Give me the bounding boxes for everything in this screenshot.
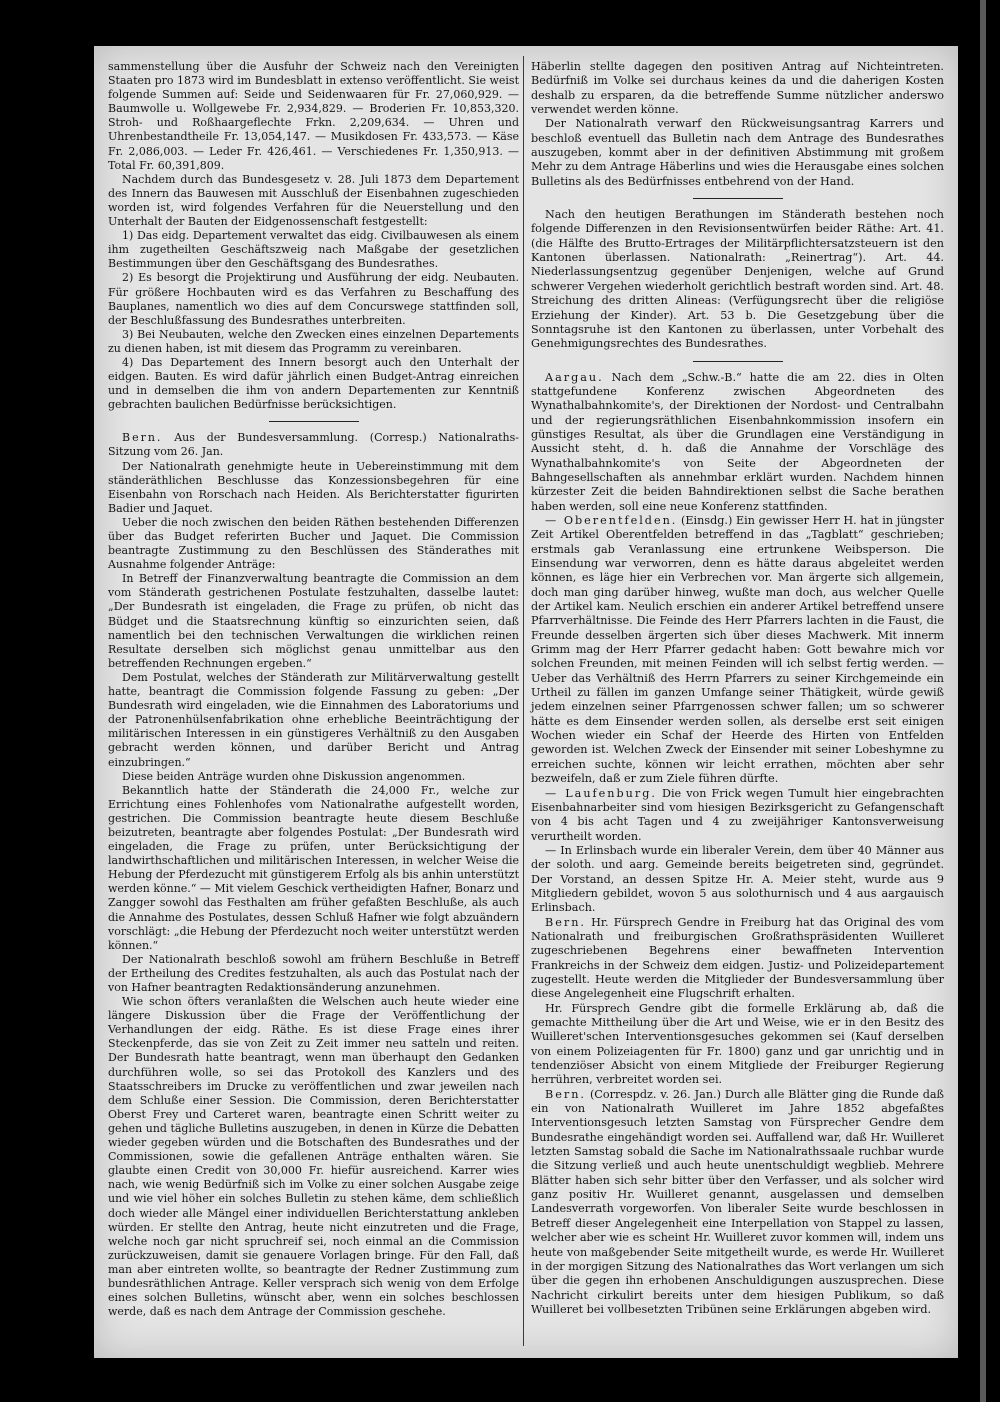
dateline: Bern. (545, 915, 586, 929)
article-paragraph: Nach den heutigen Berathungen im Ständerath bestehen noch folgende Differenzen in den Revisionsentwürfen beider Räthe: Art. 41. (die Hälfte des Brutto-Ertrages der Militärpflichtersatzsteuern ist den Kantonen überlassen. Nationalrath: „Reinertrag“). Art. 44. Niederlassungsentzug gegenüber Denjenigen, welche auf Grund schwerer Vergehen wiederholt gerichtlich bestraft worden sind. Art. 48. Streichung des dritten Alineas: (Verfügungsrecht über die religiöse Erziehung der Kinder). Art. 53 b. Die Gesetzgebung über die Sonntagsruhe ist den Kantonen zu überlassen, unter Vorbehalt des Genehmigungsrechtes des Bundesrathes. (531, 208, 944, 351)
article-paragraph: 1) Das eidg. Departement verwaltet das eidg. Civilbauwesen als einem ihm zugetheilten Geschäftszweig nach Maßgabe der gesetzlichen Bestimmungen über den Geschäftsgang des Bundesrathes. (108, 229, 519, 271)
article-paragraph (531, 371, 944, 514)
article-paragraph (531, 1088, 944, 1318)
section-rule (693, 198, 783, 199)
article-paragraph: Wie schon öfters veranlaßten die Welschen auch heute wieder eine längere Diskussion über die Frage der Veröffentlichung der Verhandlungen der eidg. Räthe. Es ist diese Frage eines ihrer Steckenpferde, das sie von Zeit zu Zeit immer neu satteln und reiten. Der Bundesrath hatte beantragt, wenn man überhaupt den Gedanken durchführen wolle, so sei das Protokoll des Kanzlers und des Staatsschreibers im Drucke zu veröffentlichen und zwar jeweilen nach dem Schluße einer Session. Die Commission, deren Berichterstatter Oberst Frey und Carteret waren, beantragte einen Schritt weiter zu gehen und tägliche Bulletins auszugeben, in denen in Kürze die Debatten wieder gegeben würden und die Botschaften des Bundesrathes und der Commissionen, sowie die gefallenen Anträge enthalten wären. Sie glaubte einen Credit von 30,000 Fr. hiefür ausreichend. Karrer wies nach, wie wenig Bedürfniß sich im Volke zu einer solchen Ausgabe zeige und wie viel höher ein solches Bulletin zu stehen käme, dem schließlich doch wieder alle Mängel einer individuellen Berichterstattung ankleben würden. Er stellte den Antrag, heute nicht einzutreten und die Frage, welche noch gar nicht spruchreif sei, noch einmal an die Commission zurückzuweisen, damit sie genauere Vorlagen bringe. Für den Fall, daß man aber eintreten wollte, so beantragte der Redner Zustimmung zum bundesräthlichen Antrage. Keller versprach sich wenig von dem Erfolge eines solchen Bulletins, wünscht aber, wenn ein solches beschlossen werde, daß es nach dem Antrage der Commission geschehe. (108, 995, 519, 1319)
column-divider (523, 56, 524, 1346)
article-text: Die von Frick wegen Tumult hier eingebrachten Eisenbahnarbeiter sind vom hiesigen Bezirksgericht zu Gefangenschaft von 4 bis acht Tagen und 4 zu zweijähriger Kantonsverweisung verurtheilt worden. (531, 786, 945, 843)
article-text: Hr. Fürsprech Gendre in Freiburg hat das Original des vom Nationalrath und freiburgischen Großrathspräsidenten Wuilleret zugeschriebenen Begehrens einer bewaffneten Intervention Frankreichs in der Schweiz dem eidgen. Justiz- und Polizeidepartement zugestellt. Heute werden die Mitglieder der Bundesversammlung über diese Angelegenheit eine Flugschrift erhalten. (531, 915, 944, 1001)
dateline: Bern. (545, 1087, 586, 1101)
article-paragraph (108, 431, 519, 459)
dateline: Aargau. (545, 370, 604, 384)
left-column (108, 60, 519, 1319)
article-paragraph (531, 916, 944, 1002)
right-column (531, 60, 944, 1317)
article-paragraph: 2) Es besorgt die Projektirung und Ausführung der eidg. Neubauten. Für größere Hochbauten wird es das Verfahren zu Beschaffung des Bauplanes, namentlich wo dies auf dem Concurswege stattfinden soll, der Beschlußfassung des Bundesrathes unterbreiten. (108, 271, 519, 327)
article-paragraph: In Betreff der Finanzverwaltung beantragte die Commission an dem vom Ständerath gestrichenen Postulate festzuhalten, dasselbe lautet: „Der Bundesrath ist eingeladen, die Frage zu prüfen, ob nicht das Büdget und die Staatsrechnung künftig so einzurichten seien, daß namentlich bei den technischen Verwaltungen die wirklichen reinen Resultate derselben sich möglichst genau unmittelbar aus den betreffenden Rechnungen ergeben.“ (108, 572, 519, 670)
article-paragraph: Nachdem durch das Bundesgesetz v. 28. Juli 1873 dem Departement des Innern das Bauwesen mit Ausschluß der Eisenbahnen zugeschieden worden ist, wird folgendes Verfahren für die Neuerstellung und den Unterhalt der Bauten der Eidgenossenschaft festgestellt: (108, 172, 519, 229)
article-paragraph: Der Nationalrath genehmigte heute in Uebereinstimmung mit dem ständeräthlichen Beschlusse das Konzessionsbegehren für eine Eisenbahn von Rorschach nach Heiden. Als Berichterstatter figurirten Badier und Jaquet. (108, 459, 519, 515)
article-paragraph: Hr. Fürsprech Gendre gibt die formelle Erklärung ab, daß die gemachte Mittheilung über die Art und Weise, wie er in den Besitz des Wuilleret'schen Interventionsgesuches gekommen sei (Kauf derselben von einem Polizeiagenten für Fr. 1800) ganz und gar unrichtig und in tendenziöser Absicht von einem Mitgliede der Freiburger Regierung herrühren, verbreitet worden sei. (531, 1001, 944, 1087)
dateline: — Oberentfelden. (545, 513, 678, 527)
scan-edge-strip (980, 0, 986, 1402)
article-paragraph: 4) Das Departement des Innern besorgt auch den Unterhalt der eidgen. Bauten. Es wird dafür jährlich einen Budget-Antrag einreichen und in demselben die ihm von andern Departementen zur Kenntniß gebrachten baulichen Bedürfnisse berücksichtigen. (108, 355, 519, 412)
section-rule (269, 421, 359, 422)
section-rule (693, 361, 783, 362)
dateline: Bern. (122, 431, 163, 445)
article-text: Nach dem „Schw.-B.“ hatte die am 22. dies in Olten stattgefundene Konferenz zwischen Abgeordneten des Wynathalbahnkomite's, der Direktionen der Nordost- und Centralbahn und der regierungsräthlichen Eisenbahnkommission insofern ein günstiges Resultat, als über die Grundlagen eine Verständigung in Aussicht steht, d. h. daß die Annahme der Vorschläge des Wynathalbahnkomite's von Seite der Abgeordneten der Bahngesellschaften als annehmbar erklärt wurden. Nachdem hinnen kürzester Zeit die beiden Bahndirektionen selbst die Sache berathen haben werden, soll eine neue Konferenz stattfinden. (531, 370, 945, 513)
article-paragraph (531, 787, 944, 844)
article-paragraph: Ueber die noch zwischen den beiden Räthen bestehenden Differenzen über das Budget referirten Bucher und Jaquet. Die Commission beantragte Zustimmung zu den Beschlüssen des Ständerathes mit Ausnahme folgender Anträge: (108, 515, 519, 572)
article-paragraph: Der Nationalrath verwarf den Rückweisungsantrag Karrers und beschloß eventuell das Bulletin nach dem Antrage des Bundesrathes auszugeben, kommt aber in der definitiven Abstimmung mit großem Mehr zu dem Antrage Häberlins und wies die Herausgabe eines solchen Bulletins als des Bedürfnisses entbehrend von der Hand. (531, 117, 944, 188)
article-paragraph: Bekanntlich hatte der Ständerath die 24,000 Fr., welche zur Errichtung eines Fohlenhofes vom Nationalrathe aufgestellt worden, gestrichen. Die Commission beantragte heute diesem Beschluße beizutreten, beantragte aber folgendes Postulat: „Der Bundesrath wird eingeladen, die Frage zu prüfen, unter Berücksichtigung der landwirthschaftlichen und militärischen Interessen, in welcher Weise die Hebung der Pferdezucht mit günstigerem Erfolg als bis anhin unterstützt werden könne.“ — Mit vielem Geschick vertheidigten Hafner, Bonarz und Zangger sowohl das Festhalten am früher gefaßten Beschluße, als auch die Annahme des Postulates, dessen Schluß Hafner wie folgt abzuändern vorschlägt: „die Hebung der Pferdezucht noch weiter unterstützt werden können.“ (108, 783, 519, 952)
article-paragraph: Der Nationalrath beschloß sowohl am frühern Beschluße in Betreff der Ertheilung des Credites festzuhalten, als auch das Postulat nach der von Hafner beantragten Redaktionsänderung anzunehmen. (108, 952, 519, 994)
article-paragraph: 3) Bei Neubauten, welche den Zwecken eines einzelnen Departements zu dienen haben, ist mit diesem das Programm zu vereinbaren. (108, 327, 519, 355)
article-paragraph (531, 514, 944, 787)
article-paragraph: Häberlin stellte dagegen den positiven Antrag auf Nichteintreten. Bedürfniß im Volke sei durchaus keines da und die daherigen Kosten deshalb zu ersparen, da die betreffende Summe nützlicher anderswo verwendet werden könne. (531, 60, 944, 117)
dateline: — Laufenburg. (545, 786, 657, 800)
article-text: (Einsdg.) Ein gewisser Herr H. hat in jüngster Zeit Artikel Oberentfelden betreffend in das „Tagblatt“ geschrieben; erstmals gab Veranlassung eine ertrunkene Weibsperson. Die Einsendung war verworren, denn es hätte daraus abgeleitet werden können, es läge hier ein Verbrechen vor. Man ärgerte sich allgemein, doch man ging darüber hinweg, wußte man doch, aus welcher Quelle der Artikel kam. Neulich erschien ein anderer Artikel betreffend unsere Pfarrverhältnisse. Die Feinde des Herr Pfarrers lachten in die Faust, die Freunde desselben ärgerten sich über dieses Machwerk. Mit innerm Grimm mag der Herr Pfarrer gedacht haben: Gott bewahre mich vor solchen Freunden, mit meinen Feinden will ich selbst fertig werden. — Ueber das Verhältniß des Herrn Pfarrers zu seiner Kirchgemeinde ein Urtheil zu fällen im ganzen Umfange seiner Thätigkeit, würde gewiß jedem einzelnen seiner Pfarrgenossen schwer fallen; um so schwerer hätte es dem Einsender werden sollen, als derselbe erst seit einigen Wochen wieder ein Schaf der Heerde des Hirten von Entfelden geworden ist. Welchen Zweck der Einsender mit seiner Lobeshymne zu erreichen suchte, können wir leicht errathen, möchten aber sehr bezweifeln, daß er zum Ziele führen dürfte. (531, 513, 944, 786)
article-paragraph: sammenstellung über die Ausfuhr der Schweiz nach den Vereinigten Staaten pro 1873 wird im Bundesblatt in extenso veröffentlicht. Sie weist folgende Summen auf: Seide und Seidenwaaren für Fr. 27,060,929. — Baumwolle u. Wollgewebe Fr. 2,934,829. — Broderien Fr. 10,853,320. Stroh- und Roßhaargeflechte Frkn. 2,209,634. — Uhren und Uhrenbestandtheile Fr. 13,054,147. — Musikdosen Fr. 433,573. — Käse Fr. 2,086,003. — Leder Fr. 426,461. — Verschiedenes Fr. 1,350,913. — Total Fr. 60,391,809. (108, 60, 519, 172)
newspaper-page (94, 46, 958, 1358)
article-paragraph: Dem Postulat, welches der Ständerath zur Militärverwaltung gestellt hatte, beantragt die Commission folgende Fassung zu geben: „Der Bundesrath wird eingeladen, wie die Einnahmen des Laboratoriums und der Patronenhülsenfabrikation ohne erhebliche Beeinträchtigung der militärischen Interessen in ein günstigeres Verhältniß zu den Ausgaben gebracht werden können, und darüber Bericht und Antrag einzubringen.“ (108, 670, 519, 769)
article-text: Aus der Bundesversammlung. (Corresp.) Nationalraths-Sitzung vom 26. Jan. (108, 431, 520, 459)
article-paragraph: — In Erlinsbach wurde ein liberaler Verein, dem über 40 Männer aus der soloth. und aarg. Gemeinde bereits beigetreten sind, gegründet. Der Vorstand, an dessen Spitze Hr. A. Meier steht, wurde aus 9 Mitgliedern gebildet, wovon 5 aus solothurnisch und 4 aus aargauisch Erlinsbach. (531, 843, 944, 915)
article-paragraph: Diese beiden Anträge wurden ohne Diskussion angenommen. (122, 769, 466, 783)
article-text: (Correspdz. v. 26. Jan.) Durch alle Blätter ging die Runde daß ein von Nationalrath Wuilleret im Jahre 1852 abgefaßtes Interventionsgesuch letzten Samstag von Fürsprecher Gendre dem Bundesrathe eingehändigt worden sei. Auffallend war, daß Hr. Wuilleret letzten Samstag sobald die Sache im Nationalrathssaale ruchbar wurde die Sitzung verließ und auch heute unentschuldigt wegblieb. Mehrere Blätter haben sich sehr bitter über den Verfasser, und als solcher wird ganz positiv Hr. Wuilleret genannt, ausgelassen und demselben Landesverrath vorgeworfen. Von liberaler Seite wurde beschlossen in Betreff dieser Angelegenheit eine Interpellation von Stappel zu lassen, welcher aber wie es scheint Hr. Wuilleret zuvor kommen will, indem uns heute von maßgebender Seite mitgetheilt wurde, es werde Hr. Wuilleret in der morgigen Sitzung des Nationalrathes das Wort verlangen um sich über die gegen ihn erhobenen Anschuldigungen auszusprechen. Diese Nachricht cirkulirt bereits unter dem hiesigen Publikum, so daß Wuilleret bei vollbesetzten Tribünen seine Erklärungen abgeben wird. (531, 1087, 945, 1316)
